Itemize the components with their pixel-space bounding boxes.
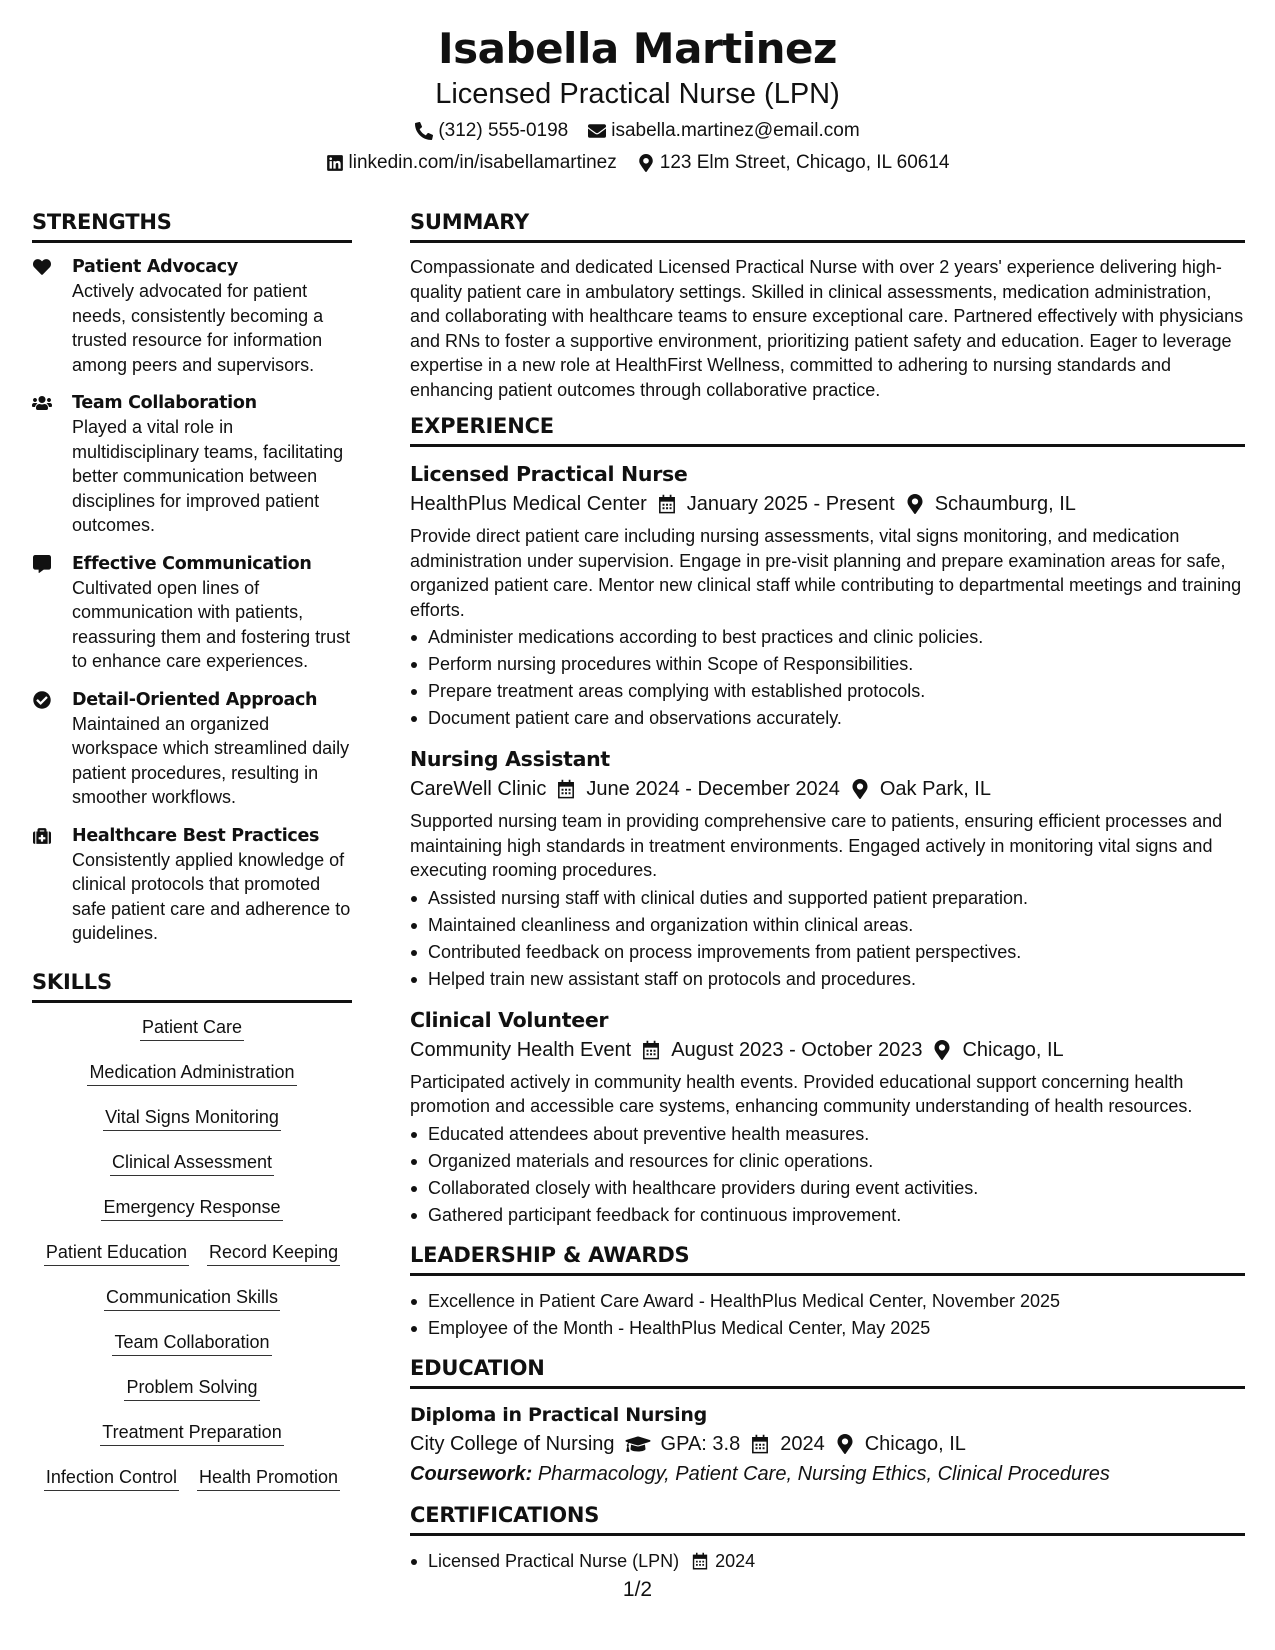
job-bullets — [410, 1121, 1245, 1229]
calendar-icon — [657, 494, 677, 514]
list-item: Prepare treatment areas complying with established protocols. — [410, 678, 1245, 705]
certifications-heading: CERTIFICATIONS — [410, 1501, 1245, 1536]
list-item: Helped train new assistant staff on protocols and procedures. — [410, 966, 1245, 993]
skill-tag: Problem Solving — [124, 1375, 259, 1401]
job-organization: HealthPlus Medical Center — [410, 493, 647, 515]
skill-row — [32, 1420, 352, 1446]
skill-tag: Emergency Response — [101, 1195, 282, 1221]
job-bullets — [410, 624, 1245, 732]
page-number: 1/2 — [622, 1578, 653, 1601]
list-item: Contributed feedback on process improvements from patient perspectives. — [410, 939, 1245, 966]
skill-tag: Medication Administration — [87, 1060, 296, 1086]
experience-heading: EXPERIENCE — [410, 412, 1245, 447]
strengths-heading: STRENGTHS — [32, 208, 352, 243]
resume-header — [0, 22, 1275, 176]
contact-linkedin[interactable] — [326, 150, 617, 176]
certifications-list — [410, 1548, 1245, 1575]
education-degree: Diploma in Practical Nursing — [410, 1403, 707, 1426]
skill-row — [32, 1375, 352, 1401]
job-entry — [410, 459, 1245, 732]
skill-tag: Infection Control — [44, 1465, 179, 1491]
job-dates: August 2023 - October 2023 — [671, 1038, 923, 1061]
strength-title: Healthcare Best Practices — [72, 825, 320, 846]
strength-description: Maintained an organized workspace which streamlined daily patient procedures, resulting in smoother workflows. — [72, 713, 350, 807]
skill-row — [32, 1150, 352, 1176]
right-column — [410, 208, 1245, 1575]
education-heading: EDUCATION — [410, 1354, 1245, 1389]
strength-title: Detail-Oriented Approach — [72, 689, 318, 710]
list-item: Assisted nursing staff with clinical duties and supported patient preparation. — [410, 885, 1245, 912]
graduation-cap-icon — [625, 1434, 651, 1454]
contact-phone — [415, 118, 568, 144]
list-item: Document patient care and observations accurately. — [410, 705, 1245, 732]
strength-item — [32, 688, 352, 810]
job-location: Oak Park, IL — [879, 778, 991, 800]
map-marker-icon — [850, 779, 870, 799]
list-item: Educated attendees about preventive health measures. — [410, 1121, 1245, 1148]
linkedin-text: linkedin.com/in/isabellamartinez — [348, 152, 617, 173]
calendar-icon — [750, 1434, 770, 1454]
skill-tag: Record Keeping — [207, 1240, 340, 1266]
summary-text: Compassionate and dedicated Licensed Practical Nurse with over 2 years' experience delivering high-quality patient care in ambulatory settings. Skilled in clinical assessments, medication administration, and collaborating with healthcare teams to ensure exceptional care. Partnered effectively with physicians and RNs to foster a supportive environment, prioritizing patient safety and education. Eager to leverage expertise in a new role at HealthFirst Wellness, committed to adhering to nursing standards and enhancing patient outcomes through collaborative practice. — [410, 257, 1244, 400]
map-marker-icon — [905, 494, 925, 514]
skill-row — [32, 1105, 352, 1131]
strength-item — [32, 255, 352, 377]
list-item: Collaborated closely with healthcare providers during event activities. — [410, 1175, 1245, 1202]
job-role: Nursing Assistant — [410, 747, 610, 771]
envelope-icon — [588, 122, 606, 140]
skill-row — [32, 1465, 352, 1491]
skill-tag: Patient Care — [140, 1015, 244, 1041]
list-item: Excellence in Patient Care Award - HealthPlus Medical Center, November 2025 — [410, 1288, 1245, 1315]
certification-year: 2024 — [715, 1550, 756, 1571]
list-item: Perform nursing procedures within Scope of Responsibilities. — [410, 651, 1245, 678]
check-circle-icon — [32, 688, 58, 810]
leadership-list — [410, 1288, 1245, 1342]
skill-row — [32, 1060, 352, 1086]
job-location: Schaumburg, IL — [934, 493, 1076, 515]
coursework-label: Coursework: — [410, 1462, 533, 1485]
skill-tag: Health Promotion — [197, 1465, 340, 1491]
skill-row — [32, 1240, 352, 1266]
certification-entry — [428, 1548, 755, 1575]
job-description: Provide direct patient care including nursing assessments, vital signs monitoring, and medication administration under supervision. Engage in pre-visit planning and prepare examination areas for safe, organized patient care. Mentor new clinical staff while contributing to departmental meetings and training efforts. — [410, 526, 1242, 620]
education-school: City College of Nursing — [410, 1432, 615, 1455]
map-marker-icon — [932, 1040, 952, 1060]
coursework-text: Pharmacology, Patient Care, Nursing Ethics, Clinical Procedures — [537, 1462, 1110, 1485]
skill-row — [32, 1285, 352, 1311]
strength-description: Played a vital role in multidisciplinary teams, facilitating better communication between disciplines for improved patient outcomes. — [72, 417, 344, 535]
job-role: Licensed Practical Nurse — [410, 462, 688, 486]
strength-title: Team Collaboration — [72, 393, 257, 413]
education-year: 2024 — [780, 1432, 825, 1455]
strength-description: Consistently applied knowledge of clinical protocols that promoted safe patient care and adherence to guidelines. — [72, 849, 351, 943]
calendar-icon — [556, 779, 576, 799]
certification-name: Licensed Practical Nurse (LPN) — [428, 1550, 680, 1571]
calendar-icon — [641, 1040, 661, 1060]
contact-email[interactable] — [588, 118, 859, 144]
leadership-heading: LEADERSHIP & AWARDS — [410, 1241, 1245, 1276]
job-entry — [410, 1005, 1245, 1229]
strength-item — [32, 824, 352, 946]
strength-description: Actively advocated for patient needs, consistently becoming a trusted resource for information among peers and supervisors. — [72, 281, 324, 375]
skill-tag: Patient Education — [44, 1240, 189, 1266]
strength-description: Cultivated open lines of communication with patients, reassuring them and fostering trust to enhance care experiences. — [72, 577, 351, 671]
address-text: 123 Elm Street, Chicago, IL 60614 — [659, 152, 950, 173]
job-entry — [410, 744, 1245, 993]
strength-item — [32, 391, 352, 538]
phone-text: (312) 555-0198 — [438, 120, 569, 141]
contact-row-1 — [0, 118, 1275, 144]
skills-heading: SKILLS — [32, 968, 352, 1003]
comment-icon — [32, 552, 58, 674]
strength-title: Effective Communication — [72, 553, 312, 574]
contact-row-2 — [0, 150, 1275, 176]
skill-tag: Vital Signs Monitoring — [103, 1105, 281, 1131]
job-location: Chicago, IL — [962, 1038, 1064, 1061]
list-item: Organized materials and resources for clinic operations. — [410, 1148, 1245, 1175]
education-meta — [410, 1429, 1245, 1459]
summary-heading: SUMMARY — [410, 208, 1245, 243]
education-location: Chicago, IL — [864, 1432, 966, 1455]
job-bullets — [410, 885, 1245, 993]
job-meta — [410, 774, 1245, 804]
job-organization: Community Health Event — [410, 1038, 632, 1061]
skill-tag: Team Collaboration — [112, 1330, 271, 1356]
linkedin-icon — [326, 154, 344, 172]
candidate-title: Licensed Practical Nurse (LPN) — [435, 78, 840, 110]
job-role: Clinical Volunteer — [410, 1007, 609, 1032]
list-item: Employee of the Month - HealthPlus Medical Center, May 2025 — [410, 1315, 1245, 1342]
strength-item — [32, 552, 352, 674]
contact-address — [637, 150, 950, 176]
skill-row — [32, 1015, 352, 1041]
skill-tag: Treatment Preparation — [100, 1420, 283, 1446]
job-description: Participated actively in community health events. Provided educational support concerning health promotion and accessible care systems, enhancing community understanding of health resources. — [410, 1071, 1193, 1116]
medkit-icon — [32, 824, 58, 946]
heart-icon — [32, 255, 58, 377]
map-marker-icon — [835, 1434, 855, 1454]
strength-title: Patient Advocacy — [72, 257, 238, 277]
candidate-name: Isabella Martinez — [438, 24, 837, 73]
list-item — [410, 1548, 1245, 1575]
phone-icon — [415, 122, 433, 140]
job-description: Supported nursing team in providing comprehensive care to patients, ensuring efficient processes and maintaining high standards in treatment environments. Engaged actively in monitoring vital signs and executing rooming procedures. — [410, 811, 1223, 880]
job-dates: June 2024 - December 2024 — [586, 778, 840, 800]
education-gpa: GPA: 3.8 — [660, 1432, 741, 1455]
left-column — [32, 208, 352, 1510]
skills-list — [32, 1015, 352, 1491]
skill-row — [32, 1330, 352, 1356]
job-dates: January 2025 - Present — [686, 493, 895, 515]
list-item: Maintained cleanliness and organization within clinical areas. — [410, 912, 1245, 939]
users-icon — [32, 391, 58, 538]
calendar-icon — [691, 1552, 709, 1570]
email-text: isabella.martinez@email.com — [611, 120, 860, 141]
skill-tag: Clinical Assessment — [110, 1150, 274, 1176]
skill-tag: Communication Skills — [104, 1285, 280, 1311]
skill-row — [32, 1195, 352, 1221]
list-item: Administer medications according to best practices and clinic policies. — [410, 624, 1245, 651]
map-marker-icon — [637, 154, 655, 172]
coursework — [410, 1459, 1245, 1489]
list-item: Gathered participant feedback for continuous improvement. — [410, 1202, 1245, 1229]
job-organization: CareWell Clinic — [410, 778, 547, 800]
job-meta — [410, 1035, 1245, 1065]
job-meta — [410, 489, 1245, 519]
